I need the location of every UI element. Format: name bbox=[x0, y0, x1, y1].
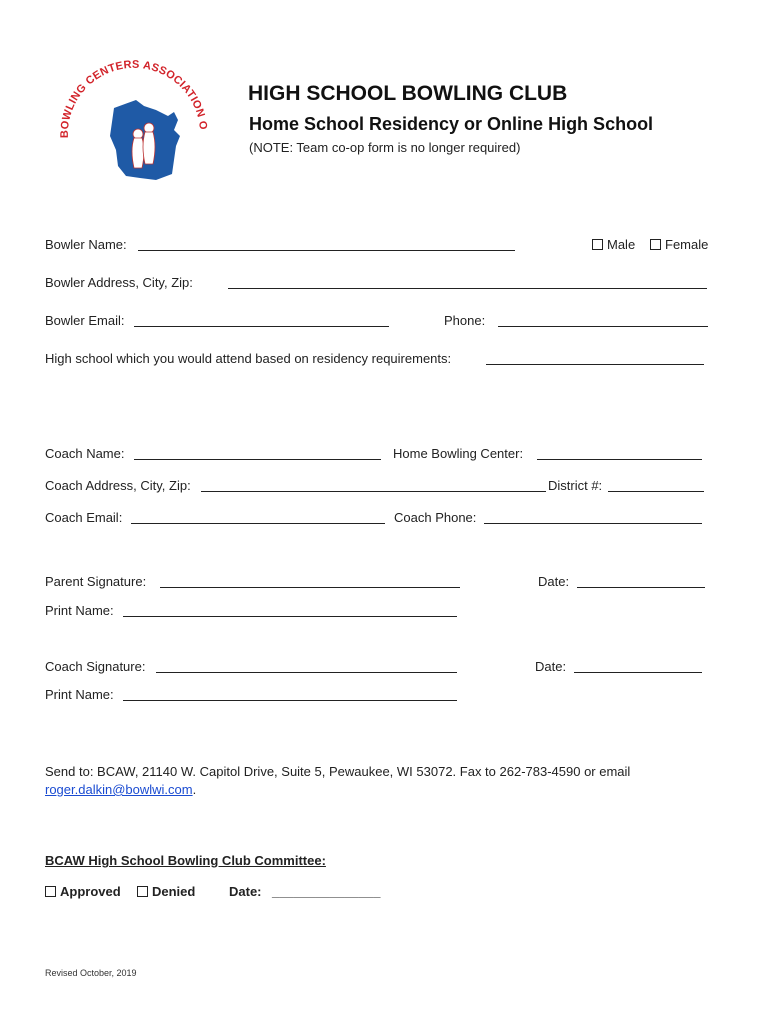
bowler-name-field[interactable] bbox=[138, 250, 515, 251]
approved-checkbox[interactable] bbox=[45, 886, 56, 897]
high-school-label: High school which you would attend based on residency requirements: bbox=[45, 351, 452, 366]
coach-phone-field[interactable] bbox=[484, 523, 702, 524]
email-link[interactable]: roger.dalkin@bowlwi.com bbox=[45, 782, 193, 797]
bowler-phone-field[interactable] bbox=[498, 326, 708, 327]
home-bowling-center-label: Home Bowling Center: bbox=[393, 446, 524, 461]
page-subtitle: Home School Residency or Online High School bbox=[249, 114, 654, 134]
send-period: . bbox=[192, 782, 197, 797]
female-checkbox[interactable] bbox=[650, 239, 661, 250]
committee-date-label: Date: bbox=[229, 884, 262, 899]
coach-print-name-field[interactable] bbox=[123, 700, 457, 701]
committee-heading: BCAW High School Bowling Club Committee: bbox=[45, 853, 326, 868]
bcaw-logo bbox=[52, 50, 212, 190]
logo-ring-text: BOWLING CENTERS ASSOCIATION O bbox=[58, 58, 210, 139]
female-option[interactable] bbox=[650, 237, 708, 252]
parent-date-field[interactable] bbox=[577, 587, 705, 588]
coach-signature-field[interactable] bbox=[156, 672, 457, 673]
male-label: Male bbox=[607, 237, 636, 252]
male-option[interactable] bbox=[592, 237, 635, 252]
male-checkbox[interactable] bbox=[592, 239, 603, 250]
bowler-email-field[interactable] bbox=[134, 326, 389, 327]
parent-signature-label: Parent Signature: bbox=[45, 574, 147, 589]
bowler-name-label: Bowler Name: bbox=[45, 237, 127, 252]
coach-phone-label: Coach Phone: bbox=[394, 510, 477, 525]
parent-signature-field[interactable] bbox=[160, 587, 460, 588]
denied-label: Denied bbox=[152, 884, 196, 899]
parent-print-name-label: Print Name: bbox=[45, 603, 114, 618]
page-note: (NOTE: Team co-op form is no longer required) bbox=[249, 140, 521, 155]
home-bowling-center-field[interactable] bbox=[537, 459, 702, 460]
send-email-line bbox=[45, 782, 196, 797]
coach-name-label: Coach Name: bbox=[45, 446, 125, 461]
coach-print-name-label: Print Name: bbox=[45, 687, 114, 702]
approved-label: Approved bbox=[60, 884, 121, 899]
approved-option[interactable] bbox=[45, 884, 121, 899]
revised-date: Revised October, 2019 bbox=[45, 968, 137, 978]
parent-date-label: Date: bbox=[538, 574, 570, 589]
page-title: HIGH SCHOOL BOWLING CLUB bbox=[248, 82, 568, 105]
female-label: Female bbox=[665, 237, 709, 252]
bowler-email-label: Bowler Email: bbox=[45, 313, 125, 328]
bowler-address-field[interactable] bbox=[228, 288, 707, 289]
bowler-phone-label: Phone: bbox=[444, 313, 486, 328]
logo-graphic bbox=[52, 50, 212, 190]
parent-print-name-field[interactable] bbox=[123, 616, 457, 617]
committee-date-field[interactable]: _______________ bbox=[272, 884, 381, 899]
coach-name-field[interactable] bbox=[134, 459, 381, 460]
coach-address-field[interactable] bbox=[201, 491, 546, 492]
bowler-address-label: Bowler Address, City, Zip: bbox=[45, 275, 193, 290]
district-field[interactable] bbox=[608, 491, 704, 492]
denied-option[interactable] bbox=[137, 884, 195, 899]
coach-email-label: Coach Email: bbox=[45, 510, 123, 525]
coach-date-field[interactable] bbox=[574, 672, 702, 673]
district-label: District #: bbox=[548, 478, 603, 493]
coach-signature-label: Coach Signature: bbox=[45, 659, 146, 674]
coach-address-label: Coach Address, City, Zip: bbox=[45, 478, 191, 493]
coach-date-label: Date: bbox=[535, 659, 567, 674]
high-school-field[interactable] bbox=[486, 364, 704, 365]
denied-checkbox[interactable] bbox=[137, 886, 148, 897]
send-to-text: Send to: BCAW, 21140 W. Capitol Drive, Suite 5, Pewaukee, WI 53072. Fax to 262-783-4590 or email bbox=[45, 764, 631, 779]
coach-email-field[interactable] bbox=[131, 523, 385, 524]
